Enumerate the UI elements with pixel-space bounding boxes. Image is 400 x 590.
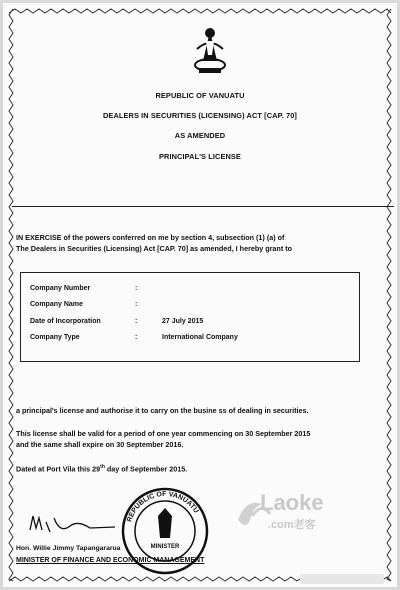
company-field-value: 27 July 2015 bbox=[162, 318, 204, 325]
watermark-sub: .com老客 bbox=[268, 519, 316, 531]
exercise-line-2: The Dealers in Securities (Licensing) Act [CAP. 70] as amended, I hereby grant to bbox=[16, 244, 292, 253]
company-field-label: Company Number bbox=[30, 285, 91, 292]
dated-suffix: day of September 2015. bbox=[104, 464, 188, 474]
exercise-paragraph bbox=[16, 232, 388, 254]
dated-prefix: Dated at Port Vila this 29 bbox=[16, 464, 101, 474]
company-field-value: International Company bbox=[162, 334, 238, 341]
header-license-type: PRINCIPAL'S LICENSE bbox=[159, 152, 241, 161]
signatory-title: MINISTER OF FINANCE AND ECONOMIC MANAGEMENT bbox=[16, 557, 205, 564]
company-field-label: Company Type bbox=[30, 334, 80, 341]
validity-line-1: This license shall be valid for a period of one year commencing on 30 September 2015 bbox=[16, 429, 311, 438]
validity-line-2: and the same shall expire on 30 September 2016. bbox=[16, 440, 184, 449]
company-field-colon: : bbox=[135, 285, 138, 292]
company-field-label: Company Name bbox=[30, 301, 83, 308]
header-divider bbox=[12, 206, 394, 207]
dated-line bbox=[16, 462, 388, 474]
header-act-title: DEALERS IN SECURITIES (LICENSING) ACT [CAP. 70] bbox=[102, 111, 297, 120]
dated-superscript: th bbox=[100, 464, 105, 470]
company-field-colon: : bbox=[135, 334, 138, 341]
header-amended: AS AMENDED bbox=[174, 131, 226, 140]
authorise-paragraph: a principal's license and authorise it to carry on the busine ss of dealing in securities. bbox=[16, 406, 309, 415]
footer-watermark-tag bbox=[300, 574, 384, 584]
signatory-name: Hon. Willie Jimmy Tapangararua bbox=[16, 545, 121, 552]
company-field-colon: : bbox=[135, 301, 138, 308]
watermark-brand: Laoke bbox=[260, 490, 324, 515]
seal-arc-text: REPUBLIC OF VANUATU bbox=[126, 490, 200, 523]
exercise-line-1: IN EXERCISE of the powers conferred on me by section 4, subsection (1) (a) of bbox=[16, 233, 285, 242]
validity-paragraph bbox=[16, 428, 388, 450]
company-field-label: Date of Incorporation bbox=[30, 318, 101, 325]
vanuatu-coat-of-arms-icon bbox=[193, 21, 227, 75]
seal-inner-text: MINISTER bbox=[150, 544, 180, 550]
header-republic: REPUBLIC OF VANUATU bbox=[155, 91, 245, 100]
company-field-colon: : bbox=[135, 318, 138, 325]
